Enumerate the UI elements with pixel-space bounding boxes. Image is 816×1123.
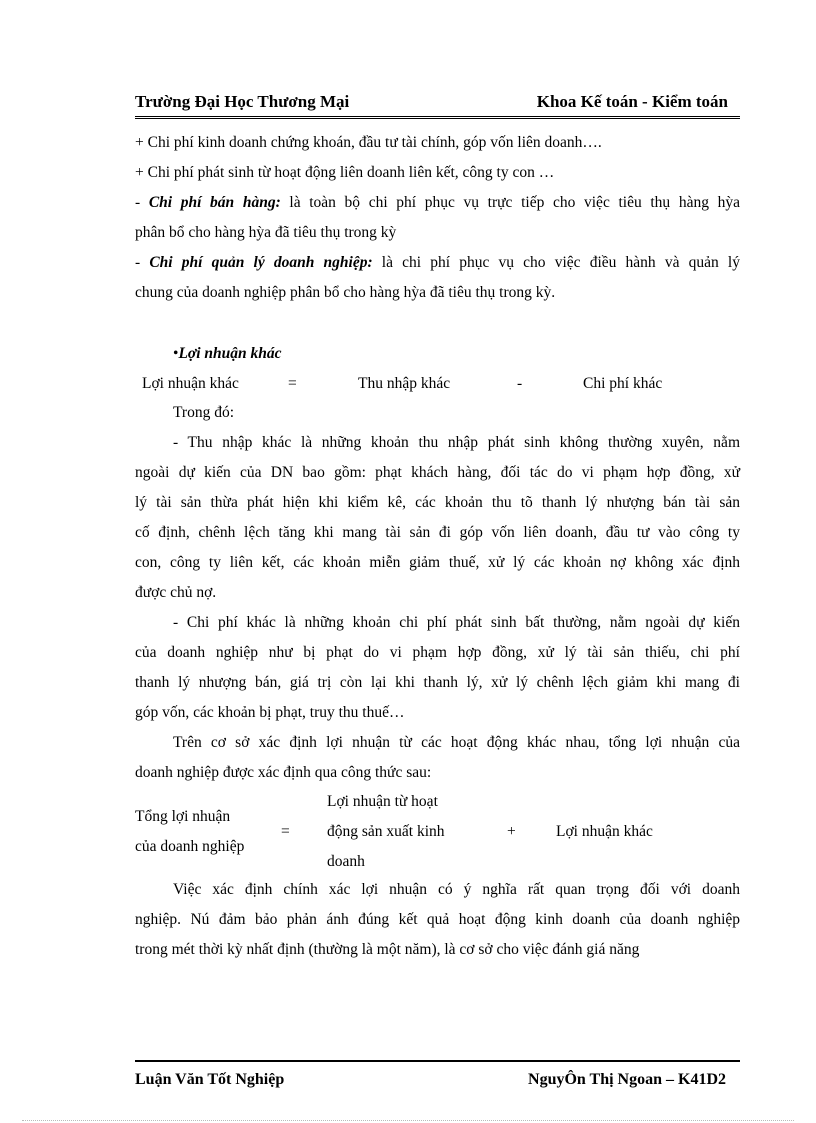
paragraph-line: doanh nghiệp được xác định qua công thức sau:: [135, 764, 432, 781]
paragraph-line: Trên cơ sở xác định lợi nhuận từ các hoạt động khác nhau, tổng lợi nhuận của: [173, 734, 740, 751]
text-line: + Chi phí kinh doanh chứng khoán, đầu tư tài chính, góp vốn liên doanh….: [135, 134, 602, 151]
paragraph-line: trong mét thời kỳ nhất định (thường là một năm), là cơ sở cho việc đánh giá năng: [135, 941, 640, 958]
page-footer: [135, 1060, 740, 1098]
paragraph-line: góp vốn, các khoản bị phạt, truy thu thuế…: [135, 704, 405, 721]
text-line: Trong đó:: [173, 404, 235, 421]
text-line: phân bổ cho hàng hỳa đã tiêu thụ trong kỳ: [135, 224, 397, 241]
page-header: [135, 90, 740, 119]
paragraph-line: con, công ty liên kết, các khoản miễn giảm thuế, xử lý các khoản nợ không xác định: [135, 554, 740, 571]
paragraph-line: lý tài sản thừa phát hiện khi kiểm kê, các khoản thu tõ thanh lý nhượng bán tài sản: [135, 494, 740, 511]
header-school: Trường Đại Học Thương Mại: [135, 92, 350, 111]
paragraph-line: nghiệp. Nú đảm bảo phản ánh đúng kết quả hoạt động kinh doanh của doanh nghiệp: [135, 911, 740, 928]
paragraph-line: cố định, chênh lệch tăng khi mang tài sản đi góp vốn liên doanh, đầu tư vào công ty: [135, 524, 740, 541]
paragraph-line: - Thu nhập khác là những khoản thu nhập phát sinh không thường xuyên, nằm: [173, 434, 740, 451]
term-admin-expense: Chi phí quản lý doanh nghiệp:: [149, 254, 373, 271]
definition-selling-expense: - Chi phí bán hàng: là toàn bộ chi phí phục vụ trực tiếp cho việc tiêu thụ hàng hỳa: [135, 194, 740, 211]
paragraph-line: của doanh nghiệp như bị phạt do vi phạm hợp đồng, xử lý tài sản thiếu, chi phí: [135, 644, 740, 661]
paragraph-line: thanh lý nhượng bán, giá trị còn lại khi thanh lý, xử lý chênh lệch giảm khi mang đi: [135, 674, 740, 691]
page-edge-divider: [22, 1120, 794, 1121]
header-faculty: Khoa Kế toán - Kiểm toán: [536, 92, 728, 111]
paragraph-line: - Chi phí khác là những khoản chi phí phát sinh bất thường, nằm ngoài dự kiến: [173, 614, 740, 631]
footer-thesis: Luận Văn Tốt Nghiệp: [135, 1071, 285, 1088]
text-line: + Chi phí phát sinh từ hoạt động liên doanh liên kết, công ty con …: [135, 164, 555, 181]
term-selling-expense: Chi phí bán hàng:: [148, 194, 281, 211]
footer-author: NguyÔn Thị Ngoan – K41D2: [528, 1071, 726, 1088]
paragraph-line: Việc xác định chính xác lợi nhuận có ý nghĩa rất quan trọng đối với doanh: [173, 881, 740, 898]
paragraph-line: ngoài dự kiến của DN bao gồm: phạt khách hàng, đối tác do vi phạm hợp đồng, xử: [135, 464, 740, 481]
bullet-icon: •: [173, 345, 179, 362]
text-line: chung của doanh nghiệp phân bổ cho hàng hỳa đã tiêu thụ trong kỳ.: [135, 284, 556, 301]
paragraph-line: được chủ nợ.: [135, 584, 217, 601]
section-heading: •Lợi nhuận khác: [173, 345, 282, 362]
definition-admin-expense: - Chi phí quản lý doanh nghiệp: là chi phí phục vụ cho việc điều hành và quản lý: [135, 254, 740, 271]
